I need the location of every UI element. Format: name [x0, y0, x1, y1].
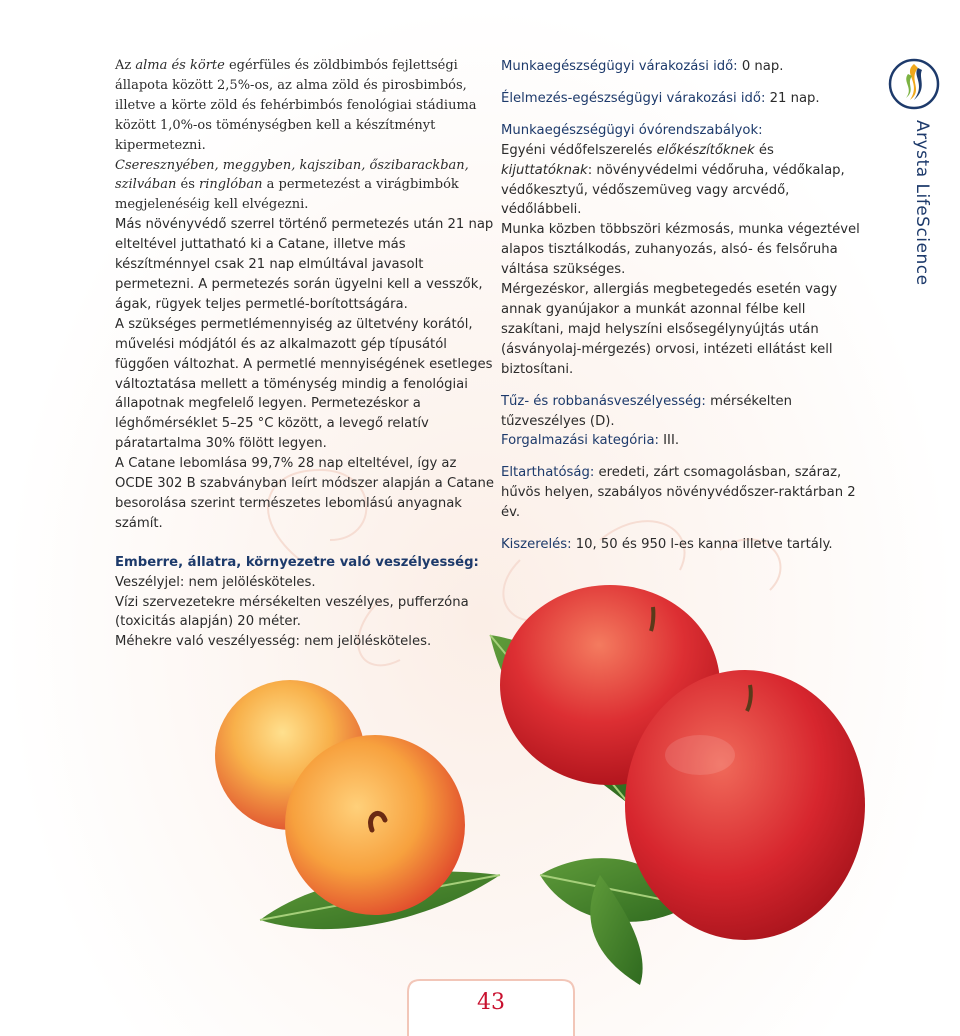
protection-poisoning: Mérgezéskor, allergiás megbetegedés esetén vagy annak gyanújakor a munkát azonnal félbe kell szakítani, majd helyszíni elsősegélynyújtás után (ásványolaj-mérgezés) orvosi, intézeti ellátást kell biztosítani.	[501, 282, 838, 377]
protection-equipment: Egyéni védőfelszerelés előkészítőknek és kijuttatóknak: növényvédelmi védőruha, védőkalap, védőkesztyű, védőszemüveg vagy arcvédő, védőlábbeli.	[501, 142, 845, 218]
page-number: 43	[477, 990, 505, 1015]
food-waiting-time: Élelmezés-egészségügyi várakozási idő: 21 nap.	[501, 90, 820, 106]
paragraph-other-products: Más növényvédő szerrel történő permetezés után 21 nap elteltével juttatható ki a Catane, illetve más készítménnyel csak 21 nap elmúltával javasolt permetezni. A permetezés során ügyelni kell a vesszők, ágak, rügyek teljes permetlé-borítottságára.	[115, 217, 494, 312]
hazard-symbol-line: Veszélyjel: nem jelölésköteles.	[115, 574, 316, 590]
brand-name: Arysta LifeScience	[912, 120, 932, 286]
aquatic-hazard-line: Vízi szervezetekre mérsékelten veszélyes, pufferzóna (toxicitás alapján) 20 méter.	[115, 594, 469, 630]
fruit-illustration	[160, 575, 960, 995]
paragraph-spray-volume: A szükséges permetlémennyiség az ültetvény korától, művelési módjától és az alkalmazott gép típusától függően változhat. A permetlé mennyiségének esetleges változtatása mellett a töménység mindig a fenológiai állapotnak megfelelő legyen. Permetezéskor a léghőmérséklet 5–25 °C között, a levegő relatív páratartalma 30% fölött legyen.	[115, 316, 493, 452]
work-waiting-time: Munkaegészségügyi várakozási idő: 0 nap.	[501, 59, 784, 74]
left-column	[115, 56, 495, 652]
bee-hazard-line: Méhekre való veszélyesség: nem jelölésköteles.	[115, 634, 432, 650]
paragraph-degradation: A Catane lebomlása 99,7% 28 nap elteltével, így az OCDE 302 B szabványban leírt módszer alapján a Catane besorolása szerint természetes lebomlású anyagnak számít.	[115, 456, 494, 531]
right-column	[501, 57, 869, 555]
environment-heading: Emberre, állatra, környezetre való veszélyesség:	[115, 554, 479, 570]
storage-life: Eltarthatóság: eredeti, zárt csomagolásban, száraz, hűvös helyen, szabályos növényvédőszer-raktárban 2 év.	[501, 465, 856, 521]
arysta-logo-icon	[884, 56, 944, 116]
packaging: Kiszerelés: 10, 50 és 950 l-es kanna illetve tartály.	[501, 537, 833, 553]
paragraph-apple-pear: Az alma és körte egérfüles és zöldbimbós fejlettségi állapota között 2,5%-os, az alma zöld és pirosbimbós, illetve a körte zöld és fehérbimbós fenológiai stádiuma között 1,0%-os töménységben kell a készítményt kipermetezni.	[115, 58, 477, 153]
fire-hazard: Tűz- és robbanásveszélyesség: mérsékelten tűzveszélyes (D).	[501, 393, 793, 429]
protection-hygiene: Munka közben többszöri kézmosás, munka végeztével alapos tisztálkodás, zuhanyozás, alsó- és felsőruha váltása szükséges.	[501, 222, 860, 278]
distribution-category: Forgalmazási kategória: III.	[501, 433, 680, 449]
paragraph-stone-fruits: Cseresznyében, meggyben, kajsziban, őszibarackban, szilvában és ringlóban a permetezést a virágbimbók megjelenéséig kell elvégezni.	[115, 157, 469, 213]
protection-heading: Munkaegészségügyi óvórendszabályok:	[501, 122, 763, 138]
